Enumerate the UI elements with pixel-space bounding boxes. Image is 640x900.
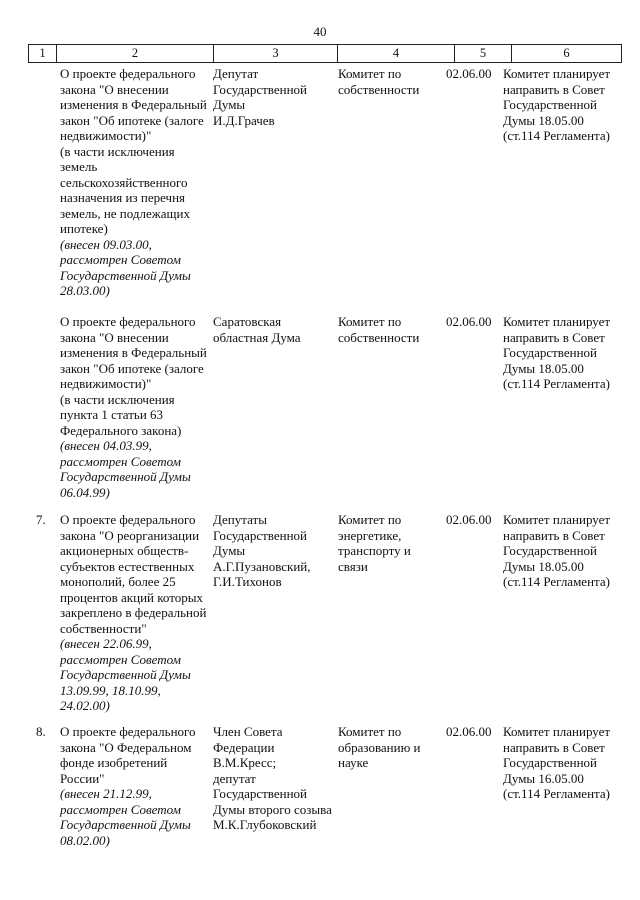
initiator-line: Государственной xyxy=(213,527,308,543)
plan-line: Думы 18.05.00 xyxy=(503,558,584,574)
date: 02.06.00 xyxy=(446,512,492,527)
committee-line: собственности xyxy=(338,81,420,97)
bill-note-line: 24.02.00) xyxy=(60,698,110,713)
bill-note-line: (внесен 04.03.99, xyxy=(60,438,152,453)
plan-line: Комитет планирует xyxy=(503,314,611,329)
bill-description xyxy=(60,66,207,299)
bill-title-line: Федерального закона) xyxy=(60,422,182,438)
bill-title-line: закона "О внесении xyxy=(60,329,169,345)
plan-line: Государственной xyxy=(503,97,598,112)
initiator-line: депутат xyxy=(213,770,256,786)
date: 02.06.00 xyxy=(446,724,492,739)
committee-line: Комитет по xyxy=(338,314,402,329)
bill-title-line: собственности" xyxy=(60,620,147,636)
bill-title-line: сельскохозяйственного xyxy=(60,174,188,190)
bill-title xyxy=(60,314,207,438)
bill-title-line: закона "О Федеральном xyxy=(60,739,192,755)
committee xyxy=(338,512,411,574)
bill-title-line: О проекте федерального xyxy=(60,314,196,329)
bill-description xyxy=(60,512,206,714)
bill-title-line: закона "О внесении xyxy=(60,81,169,97)
initiator-line: Думы второго созыва xyxy=(213,801,332,817)
header-col-5: 5 xyxy=(455,45,512,62)
initiator-line: Депутат xyxy=(213,66,259,81)
bill-title-line: ипотеке) xyxy=(60,221,108,236)
plan xyxy=(503,66,610,144)
bill-title xyxy=(60,512,206,636)
bill-note-line: (внесен 09.03.00, xyxy=(60,236,152,252)
header-col-2: 2 xyxy=(57,45,214,62)
initiator-line: Федерации xyxy=(213,739,275,755)
bill-title-line: О проекте федерального xyxy=(60,724,196,739)
plan-line: Комитет планирует xyxy=(503,724,611,739)
bill-title-line: пункта 1 статьи 63 xyxy=(60,407,164,422)
plan xyxy=(503,314,610,392)
bill-title-line: фонде изобретений xyxy=(60,755,168,770)
bill-title-line: недвижимости)" xyxy=(60,376,152,391)
bill-description xyxy=(60,314,207,500)
plan-line: направить в Совет xyxy=(503,739,605,755)
initiator-line: Член Совета xyxy=(213,724,283,739)
bill-note-line: рассмотрен Советом xyxy=(60,453,181,469)
header-col-4: 4 xyxy=(338,45,455,62)
bill-title xyxy=(60,66,207,237)
initiator xyxy=(213,512,311,590)
committee-line: Комитет по xyxy=(338,724,402,739)
plan-line: Думы 18.05.00 xyxy=(503,360,584,376)
bill-title-line: монополий, более 25 xyxy=(60,574,176,589)
plan-line: (ст.114 Регламента) xyxy=(503,574,610,589)
committee-line: транспорту и xyxy=(338,543,411,558)
bill-note-line: (внесен 22.06.99, xyxy=(60,636,152,651)
header-col-1: 1 xyxy=(29,45,57,62)
page-number: 40 xyxy=(313,24,327,39)
bill-title-line: закреплено в федеральной xyxy=(60,605,207,620)
date: 02.06.00 xyxy=(446,314,492,329)
table-header xyxy=(28,44,622,63)
bill-note-line: 13.09.99, 18.10.99, xyxy=(60,682,161,698)
initiator-line: областная Дума xyxy=(213,329,301,345)
bill-note-line: Государственной Думы xyxy=(60,817,191,832)
plan xyxy=(503,724,610,802)
committee xyxy=(338,314,419,345)
bill-title-line: закона "О реорганизации xyxy=(60,527,200,543)
initiator-line: Саратовская xyxy=(213,314,282,329)
committee-line: образованию и xyxy=(338,739,421,755)
bill-title xyxy=(60,724,196,786)
committee-line: собственности xyxy=(338,329,420,345)
plan-line: Думы 16.05.00 xyxy=(503,770,584,786)
bill-note xyxy=(60,786,196,848)
bill-title-line: изменения в Федеральный xyxy=(60,345,207,360)
bill-title-line: назначения из перечня xyxy=(60,190,186,205)
bill-title-line: закон "Об ипотеке (залоге xyxy=(60,112,204,128)
header-col-6: 6 xyxy=(563,46,570,60)
plan-line: (ст.114 Регламента) xyxy=(503,128,610,143)
bill-title-line: акционерных обществ- xyxy=(60,543,189,558)
bill-title-line: О проекте федерального xyxy=(60,66,196,81)
plan-line: Комитет планирует xyxy=(503,66,611,81)
bill-title-line: закон "Об ипотеке (залоге xyxy=(60,360,204,376)
committee-line: связи xyxy=(338,558,368,574)
bill-title-line: процентов акций которых xyxy=(60,589,203,605)
bill-title-line: изменения в Федеральный xyxy=(60,97,207,112)
initiator-line: Думы xyxy=(213,97,246,112)
bill-note-line: 28.03.00) xyxy=(60,283,110,298)
initiator xyxy=(213,724,332,833)
plan-line: (ст.114 Регламента) xyxy=(503,376,610,391)
bill-note-line: рассмотрен Советом xyxy=(60,801,181,817)
bill-title-line: О проекте федерального xyxy=(60,512,196,527)
initiator-line: Государственной xyxy=(213,786,308,801)
bill-note xyxy=(60,438,207,500)
initiator-line: Г.И.Тихонов xyxy=(213,574,282,589)
plan-line: Государственной xyxy=(503,345,598,360)
plan-line: направить в Совет xyxy=(503,81,605,97)
bill-note-line: 06.04.99) xyxy=(60,484,110,500)
bill-title-line: недвижимости)" xyxy=(60,128,152,143)
initiator-line: Государственной xyxy=(213,81,308,97)
plan-line: Комитет планирует xyxy=(503,512,611,527)
row-number: 8. xyxy=(36,724,46,739)
initiator-line: В.М.Кресс; xyxy=(213,755,277,770)
bill-title-line: (в части исключения xyxy=(60,143,175,159)
bill-note-line: Государственной Думы xyxy=(60,667,191,682)
committee-line: энергетике, xyxy=(338,527,402,543)
committee xyxy=(338,724,421,771)
plan-line: Думы 18.05.00 xyxy=(503,112,584,128)
bill-title-line: земель, не подлежащих xyxy=(60,205,190,221)
row-number: 7. xyxy=(36,512,46,527)
bill-note xyxy=(60,237,207,299)
bill-note-line: рассмотрен Советом xyxy=(60,252,181,267)
committee xyxy=(338,66,419,97)
initiator-line: И.Д.Грачев xyxy=(213,112,275,128)
plan-line: направить в Совет xyxy=(503,329,605,345)
bill-note-line: Государственной Думы xyxy=(60,469,191,484)
committee-line: Комитет по xyxy=(338,512,402,527)
initiator-line: Депутаты xyxy=(213,512,267,527)
bill-title-line: субъектов естественных xyxy=(60,558,195,574)
initiator-line: А.Г.Пузановский, xyxy=(213,558,311,574)
bill-note xyxy=(60,636,206,714)
plan-line: (ст.114 Регламента) xyxy=(503,786,610,801)
initiator-line: М.К.Глубоковский xyxy=(213,817,317,832)
bill-title-line: (в части исключения xyxy=(60,391,175,407)
bill-title-line: земель xyxy=(60,159,98,174)
date: 02.06.00 xyxy=(446,66,492,81)
bill-note-line: Государственной Думы xyxy=(60,267,191,283)
bill-title-line: России" xyxy=(60,770,105,786)
initiator xyxy=(213,66,307,128)
committee-line: Комитет по xyxy=(338,66,402,81)
bill-note-line: 08.02.00) xyxy=(60,832,110,848)
plan-line: Государственной xyxy=(503,755,598,770)
bill-note-line: (внесен 21.12.99, xyxy=(60,786,152,801)
initiator xyxy=(213,314,301,345)
plan xyxy=(503,512,610,590)
header-col-3: 3 xyxy=(214,45,338,62)
bill-description xyxy=(60,724,196,848)
bill-note-line: рассмотрен Советом xyxy=(60,651,181,667)
plan-line: направить в Совет xyxy=(503,527,605,543)
committee-line: науке xyxy=(338,755,369,770)
plan-line: Государственной xyxy=(503,543,598,558)
initiator-line: Думы xyxy=(213,543,246,558)
